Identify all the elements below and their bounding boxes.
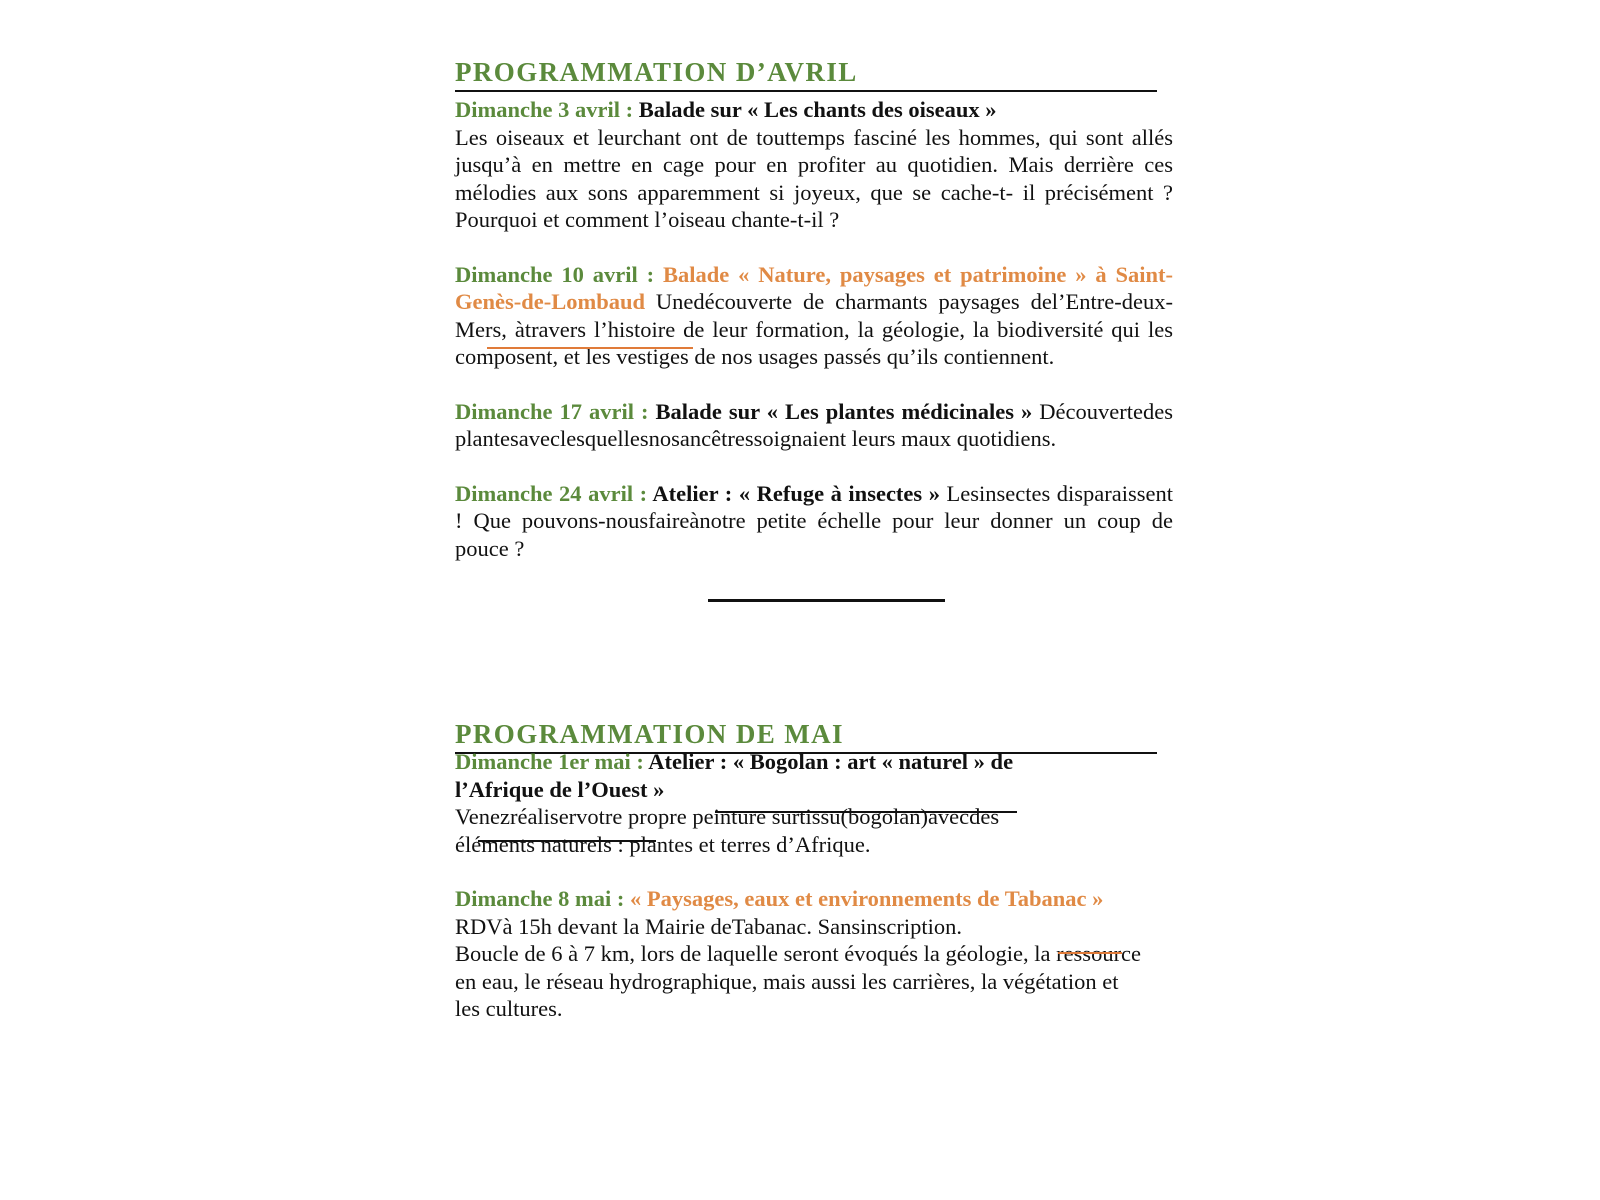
event-date: Dimanche 1er mai : [455,749,644,774]
event-apr-17 [455,398,1173,453]
event-apr-24 [455,480,1173,563]
event-date: Dimanche 17 avril : [455,398,649,424]
event-apr-10 [455,261,1173,371]
event-title: Atelier : « Bogolan : art « naturel » de l’Afrique de l’Ouest » [455,749,1014,802]
april-heading-rule [455,90,1157,92]
event-date: Dimanche 3 avril : [455,97,634,122]
event-title: Balade « Nature, paysages et patrimoine » à Saint-Genès-de-Lombaud [455,261,1173,314]
event-date: Dimanche 10 avril : [455,261,655,287]
underline-mark [1058,952,1122,954]
event-apr-3 [455,96,1173,234]
underline-mark [487,347,693,349]
event-date: Dimanche 24 avril : [455,480,648,506]
event-description: Les oiseaux et leurchant ont de touttemps fasciné les hommes, qui sont allés jusqu’à en mettre en cage pour en profiter au quotidien. Mais derrière ces mélodies aux sons apparemment si joyeux, que se cache-t- il précisément ? Pourquoi et comment l’oiseau chante-t-il ? [455,124,1173,232]
event-description-line: RDVà 15h devant la Mairie deTabanac. Sansinscription. [455,913,963,939]
may-heading: PROGRAMMATION DE MAI [455,719,844,749]
event-title: Atelier : « Refuge à insectes » [647,480,940,506]
event-title: Balade sur « Les chants des oiseaux » [633,97,997,122]
event-description: Découvertedes plantesaveclesquellesnosancêtressoignaient leurs maux quotidiens. [455,398,1173,451]
april-section [455,54,1173,562]
underline-mark [708,599,945,602]
event-may-8 [455,885,1145,1023]
april-heading: PROGRAMMATION D’AVRIL [455,57,858,87]
event-title: « Paysages, eaux et environnements de Tabanac » [624,886,1104,911]
event-description-line: Boucle de 6 à 7 km, lors de laquelle seront évoqués la géologie, la ressource en eau, le réseau hydrographique, mais aussi les carrières, la végétation et les cultures. [455,941,1142,1021]
may-section [455,716,1173,1023]
event-date: Dimanche 8 mai : [455,886,625,911]
strike-mark [715,811,1017,813]
event-description: Lesinsectes disparaissent ! Que pouvons-nousfaireànotre petite échelle pour leur donner un coup de pouce ? [455,480,1173,561]
event-title: Balade sur « Les plantes médicinales » [648,398,1033,424]
strike-mark [478,840,656,842]
event-description: Venezréaliservotre propre peinture surtissu(bogolan)avecdes éléments naturels : plantes et terres d’Afrique. [455,804,1000,857]
event-description: Unedécouverte de charmants paysages del’Entre-deux-Mers, àtravers l’histoire de leur formation, la géologie, la biodiversité qui les composent, et les vestiges de nos usages passés qu’ils contiennent. [455,289,1173,369]
